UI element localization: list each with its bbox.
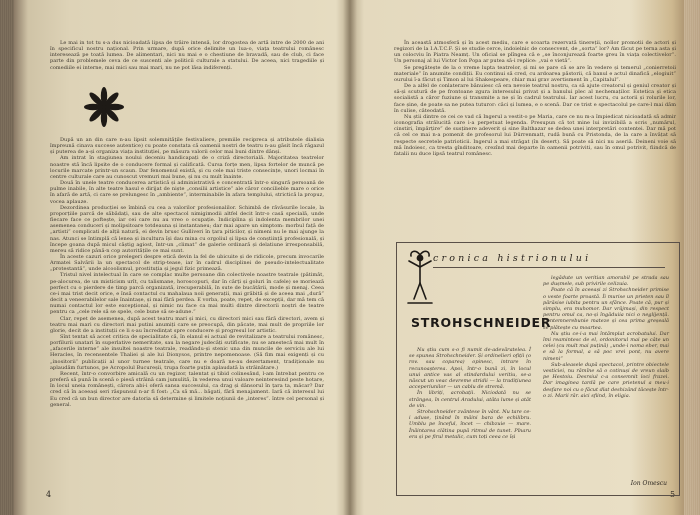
- chronicle-header-rule: [433, 267, 665, 268]
- left-page: [20, 0, 348, 515]
- author-signature: Ion Omescu: [630, 480, 667, 487]
- chronicle-right-column: legădute un veritian amorabil pe strada sau pe dușmele, sub privirile celizuia. Poate că în aceeași zi Strohschneider primise o veste foarte proastă. Îi murise un prieten sau îl părăsise iubita pentru un sfânce. Poate că, pur și simplu, era muhomor. Dar vrăjmași, din respect pentru omul ca, no-și îngăduiia nici o neglijență. Contemnerebunie mateze și cea prima greșeală se plătește cu moartea. Nu știu ce-i-a mai întâmplat acrobatului. Dar îmi reamintesc de el, ordonitorul mai pe câte un celei (cu mult mai puțină) „unde-i noma eber, mai e să la formal, a să poc vrei pont, nu avere nimeni” Sub-aleasele după spectacol, printre obiectele vesticiei, nu rămîne să o cotinuși de vreun slaib pe Hestoiu. Desrsiul c-a consemnit loci frazei. Dar imaginea tardă pe care prietenul a meu-i desfare noi cu o făcut dlat deshizând tăcește într-o zi. Marii răr. aici sfiind, în eligia.: [543, 275, 669, 399]
- right-top-text: În această atmosferă și în acest mediu, care e scoarta rezervată tinereții, nollor promotii de actori și regizori de la I.A.T.C.F. Și se studie cerce, indoielnic de consecvent, de „sorta” lor? Am făcut pe terna asta și un colocviu în Piatra Neamț. Un oficial se plîngea că e „se înconjurează foarte greu în viața colectivelor”. Un personaj al lui Victor Ion Popa ar putea să-i replice: „vai e vietă”. Se pregătește de la o vreme lupta teatrelor, și mi se pare că se are în vedere și temerul „conierretoii materiale” în anumite condiții. Eu continui să cred, cu ardoarea păstorii, că banul e actul dinafică „elogiuit” ourului î-a făcut și Timon al lui Shakespeare, chiar mai grav avertisment în „Capitalul”. De a alfel de conlaterare bănuiesc că era nevoie teatrul nostru, ca să ajute creatorul și geniul creator și să-și scutură de pe frontoane zgura interesului privat și a banului plec al nechemaților. Estetica și etica socialistă a căror fuziune și transmite a ne și în cadrul teatrului. Iar acest lucru, cu actorii și rolurile lor, face șine, de poate sa ne putea tuturor: căci și lumea, e o scenă. Dar ce trist e spectacolul pe care-l mai dăm în culise, câteodată. Nu știi dintre ce cei ce vad că Ingerul a vestit-o pe Maria, care ce nu m-a împiedicat nicioadată să admir iconografia strălucită care i-a perpetuat legenda. Presupun că tot mine lui invizibilă a scris „numărul, cinstiri, împărțire” de susținere adeverit și sine Balthazar se dedea unei interpretări contentei. Dar mă pot că cel ce mai n-a pomenit de profesorul lui Dürrenmatt, rudă bună cu Pristonda, de la care a învățat să respecte secretele patrioticii. Ingerul a mai străgat (în desert). Să poate să nici nu aseriă. Deineni voie să mă îndoiesc, ca tresta gînditoare, crezînd mai departe în oamenii potriviti, sau în omul potrivit, fiindcă de fatalii nu duce lipsă teatrul românesc.: [394, 40, 676, 157]
- left-top-paragraph: Le mai in tot tu s-a dus nicioadată lipsa de trăire intensă, lor drogostea de artă intre de 2000 de ani în specificul nostru național. Prin urmare, după orice delimite un lua-o, viața teatrului românesc interesează pe toată lumea. De alimentari, nici nu mai e o chestiune de bravadă, sau de club, ci face parte din problemele ceva de ce suscenti ale politicii culturale a statului. De aceea, nici tragediile și comediile ei interne, mai mici sau mai mari, nu ne pot lăsa indiferenți.: [50, 40, 324, 71]
- chronicle-box: [396, 242, 680, 496]
- left-main-text: După un an din care n-au lipsit solemnitățile festivaliere, premiile recipreca și atributele dialisia împreună cinava succese autentice) cu poate constata că oamenii nostri de teatru n-au găsit încă răgazul și puterea de a-și organiza viața instituției, pe măsura valorii celor mai buni dintre dânși. Am intrat în stagiunea noului deceniu handicapați de o criză directorială. Majoritatea teatrelor noastre stă încă lipsite de o conducere formal și calificată. Cursa forțe men, lipsa fortelor de muncă pe locurile marcate printr-un scaun. Dar fenomenul există, și cu cele mai triste consecințe, unori locmai în centre culturale care au cunoscut vremuri mai bune, și nu cu mult înainte. Două în unele teatre conducerea artistică și administrativă e concentrată într-o singură persoană de pulme inabile, în alte teatre hasul e dirijat de niște „consilii artistice” ale căror concilieble mare o orice în afară de artă, ci care se prelungesc în „ambiente”, interminabile în afara templului, strictică la propuz, vocea aplauze. Dezordinea producției se îmbină cu cea a valorilor profesionalilor. Schimbă de răvăsurile locale, la proporțiile parcă de săbădați, sau de alte spectacol nimigimodii altfel decit într-o casă specială, unde fiecare face ce poftește, iar cei care nu au vreo o ocupație. Indiciplina și indolenta membrilor unei asemenea conduceri și molipsitoare totdeauna și instantaneu; dar mai apare un simptom: morbul față de „artisti” complicati de alții natură, ei devin brusc Gulliveri în țara piticilor, și nimeni nu le mai ajunge la nas. Atunci se întimplă că lenea și incultura își dau mina cu orgoliul și lipsa de conștiință profesională, și începe goana după micul câștig agiost, într-un „climat” de galerie ordinară și delatiune irresponsabilă, mereu să ridice până-n cop autoritățile ce mai sunt. În aceste cazuri orice prelegeri despre etică devin la fel de ubicuite și de ridicole, precum invocarile Armatei Salvării la un spectacol de strip-tease, iar în cadrul disciplinei de pseudo-intelectualitate „protestantă”, unde alcoolismul, prostituția și jegul fizic primează. Tristul nivel intelectual în care se complac multe persoane din colectivele noastre teatrale (pătimât, pe-alocurea, de un misticism urît, cu talismane, horoscopuri, dar în cărți și goluri în cafele) se moriează perfect cu o pierdere de timp parcă organizată, irecuperabilă, în sute de bucătării, mode și menaj. Ceea ce-i mai trist decit orice, e însă contactul cu mahalaua noii generații, mai grăbită și de aceea mai „dură” decit a veneerabilelor sale înaintașe, și mai fără perdea. E vorba, poate, repet, de excepții, dar mă tem că numai contactul lor este excepțional, și nimic nu face ca mai multi dintre directorii noștri de teatre pentru ca „cele rele să se spele, cele bune să se-adune.” Clar, repet de asemenea, după acest teatru mari și mici, cu directori mici sau fără directori, avem și teatru mai mari cu directori mai putini anumiți care se preocupă, din păcate, mai mult de propriile lor glorie, decit de a instituții ce li s-au încredințat spre conducere și progresul lor artistic. Sînt tentat să accet critica de specialitate că, în elanul ei actual de revitalizare a teatrului românesc, porfilurii unatari în superlative nemeritate, sau la negare judecăți sutificate, nu se amestecă mai mult în „afacerile interne” ale insultei noastre teatrale, readându-și stenic una din muncile de serviciu ale lui Heracles, în recensentele Thaliei și ale lui Dionysos, printre nepomenoase. (Să fim mai exigenți și cu „inositorii” publicații al unor turnee teatrale, care nu e doară ne-au dezertament, tradiționale nu aplaudăm furtunos, pe Acropolul Bucureșii, trupa foarte puțin aplaudată la străinătare.) Recent, într-o convorbire amicală cu un regizor, talentat și tibid colinesând, l-am întrebat pentru ce preferă să pună în scenă o piesă străină cam jumulită, în vederea unui valoare neinteresind peste hotare, în locul uneia românești, cărora abi-i oferă sansa succesului, ca drag și dânsorul în țara ta, măcar? Dar cred că în aceeași seri răspunsul n-ar fi fost: „Ca să mă... băgati, fără menajament. Iară că interesul lui Eu cred că un bun director are datoria să determine și limitele noțiunii de „interes”. între cel personal și general.: [50, 137, 324, 408]
- right-page-number: 5: [670, 490, 676, 499]
- decorative-flower-icon: [84, 87, 124, 127]
- article-title: STROHSCHNEIDER: [411, 315, 552, 330]
- book-left-edge: [0, 0, 14, 515]
- left-page-number: 4: [46, 490, 52, 499]
- chronicle-header: cronica histrionului: [433, 253, 592, 264]
- book-right-edge: [684, 0, 700, 515]
- histrion-figure-icon: [405, 247, 435, 309]
- chronicle-left-column: Nu știu cum s-o fi numit de-adevăratelea. Î se spunea Strohschneider. Și ordinelieri ofiții (o rov. sau coparea) opinesc, intrare în recunoașterea. Apoi, într-o bună zi, în locul unui antice vas al stindardului veritiu, se-a născut un veac devreme stridii — la tradițiunea acceperiunilor — un cablu de stremă. În libriți, acrobații. Niciodată nu se strângea, în centrul Aradului, atâta lume și atât de vin. Strohschneider zvântese în vânt. Nu tare ce-i aduse, ținând în mâini bara de echilibru. Umblu pe înceful, încet — chibzuie — mare. Înăintarea clătina pupă ritmul de tunet. Pînaru era și pe firul metalic, cum toți ceea ce își: [409, 347, 531, 440]
